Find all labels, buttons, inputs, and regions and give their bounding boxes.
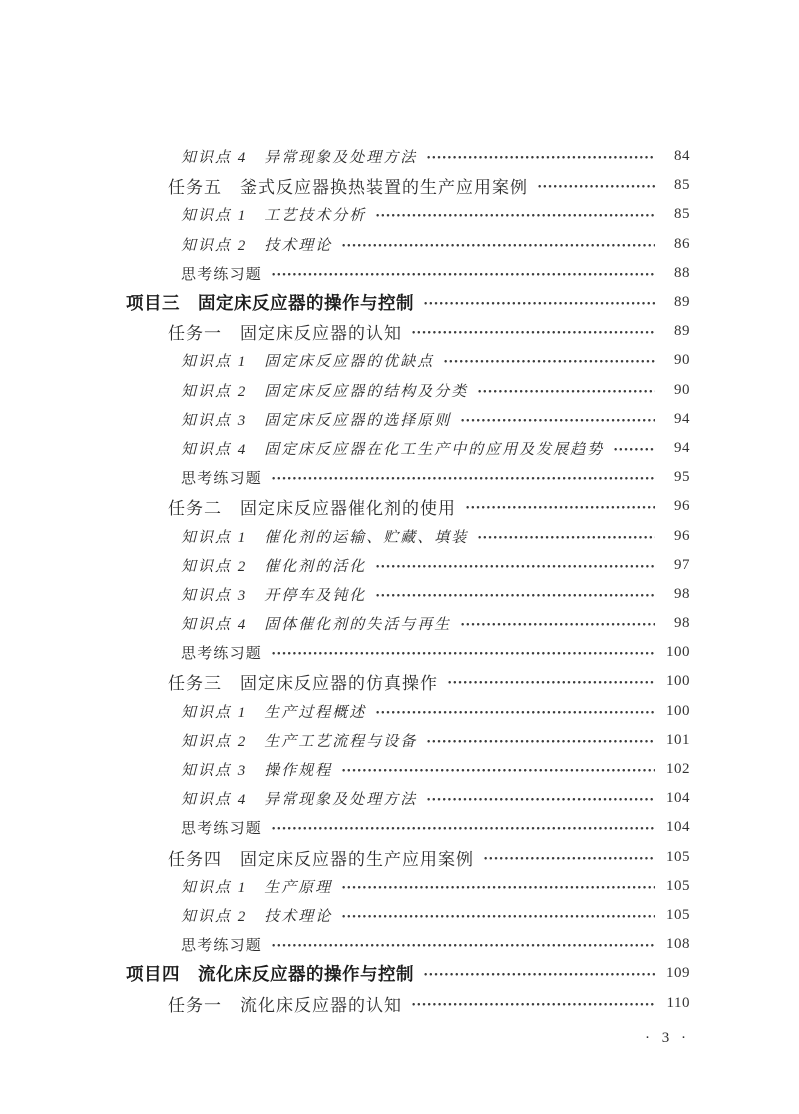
toc-entry [181, 200, 690, 229]
toc-entry [181, 784, 690, 813]
dot-leader [272, 273, 655, 276]
dot-leader [427, 740, 655, 743]
dot-leader [376, 565, 655, 568]
toc-entry-page: 89 [674, 323, 690, 340]
toc-entry-page: 94 [674, 439, 690, 456]
toc-entry-text: 思考练习题 [181, 938, 263, 955]
dot-leader [427, 798, 655, 801]
toc-entry [181, 609, 690, 638]
toc-entry [181, 259, 690, 288]
toc-entry [181, 521, 690, 550]
dot-leader [466, 506, 655, 509]
toc-entry [126, 288, 690, 317]
toc-entry-text: 知识点 3 操作规程 [181, 763, 333, 780]
toc-entry-text: 知识点 3 固定床反应器的选择原则 [181, 412, 452, 429]
toc-entry-text: 知识点 3 开停车及钝化 [181, 587, 367, 604]
toc-entry [181, 930, 690, 959]
toc-entry [181, 142, 690, 171]
toc-entry-text: 知识点 4 固体催化剂的失活与再生 [181, 617, 452, 634]
dot-leader [412, 331, 655, 334]
toc-entry-text: 知识点 1 生产原理 [181, 879, 333, 896]
toc-entry-page: 102 [666, 761, 690, 778]
toc-entry-page: 105 [666, 906, 690, 923]
toc-entry [181, 638, 690, 667]
toc-entry-text: 知识点 4 固定床反应器在化工生产中的应用及发展趋势 [181, 441, 605, 458]
toc-entry-page: 90 [674, 381, 690, 398]
toc-entry-page: 109 [666, 965, 690, 982]
toc-entry-page: 85 [674, 206, 690, 223]
toc-entry-page: 86 [674, 235, 690, 252]
toc-entry-text: 任务二 固定床反应器催化剂的使用 [168, 499, 456, 519]
toc-entry-page: 98 [674, 615, 690, 632]
dot-leader [448, 681, 655, 684]
toc-entry-page: 101 [666, 731, 690, 748]
toc-entry [168, 843, 690, 872]
dot-leader [376, 594, 655, 597]
toc-entry-page: 105 [666, 848, 690, 865]
toc-entry [181, 376, 690, 405]
toc-entry [168, 317, 690, 346]
toc-entry-text: 知识点 2 催化剂的活化 [181, 558, 367, 575]
toc-entry [168, 171, 690, 200]
toc-entry-page: 108 [666, 936, 690, 953]
dot-leader [444, 360, 655, 363]
toc-entry-page: 96 [674, 498, 690, 515]
dot-leader [342, 769, 655, 772]
dot-leader [461, 419, 655, 422]
toc-entry-text: 知识点 1 固定床反应器的优缺点 [181, 354, 435, 371]
toc-entry-text: 项目三 固定床反应器的操作与控制 [126, 293, 414, 314]
toc-entry [168, 492, 690, 521]
toc-entry [181, 230, 690, 259]
toc-entry-text: 项目四 流化床反应器的操作与控制 [126, 964, 414, 985]
toc-entry [181, 813, 690, 842]
dot-leader [272, 477, 655, 480]
toc-entry-text: 知识点 1 工艺技术分析 [181, 208, 367, 225]
toc-entry [181, 405, 690, 434]
toc-entry-page: 94 [674, 410, 690, 427]
dot-leader [412, 1003, 655, 1006]
toc-entry [181, 901, 690, 930]
toc-entry-page: 104 [666, 790, 690, 807]
dot-leader [424, 973, 655, 976]
dot-leader [342, 244, 655, 247]
toc-entry-page: 96 [674, 527, 690, 544]
dot-leader [484, 857, 655, 860]
toc-entry-text: 任务三 固定床反应器的仿真操作 [168, 674, 438, 694]
dot-leader [342, 886, 655, 889]
toc-entry-page: 100 [666, 673, 690, 690]
toc-entry-text: 思考练习题 [181, 821, 263, 838]
toc-entry-text: 思考练习题 [181, 646, 263, 663]
dot-leader [342, 915, 655, 918]
toc-entry-page: 100 [666, 702, 690, 719]
toc-entry [168, 667, 690, 696]
dot-leader [478, 390, 655, 393]
toc-entry-text: 任务四 固定床反应器的生产应用案例 [168, 849, 474, 869]
toc-entry [181, 872, 690, 901]
dot-leader [376, 711, 655, 714]
dot-leader [614, 448, 655, 451]
toc-entry [181, 755, 690, 784]
dot-leader [272, 827, 655, 830]
toc-entry-text: 知识点 2 技术理论 [181, 237, 333, 254]
dot-leader [478, 536, 655, 539]
page-number-footer: · 3 · [645, 1030, 690, 1046]
toc-entry-page: 85 [674, 177, 690, 194]
toc-entry-page: 95 [674, 469, 690, 486]
toc-entry-page: 105 [666, 877, 690, 894]
toc-entry [181, 697, 690, 726]
toc-entry-text: 任务一 流化床反应器的认知 [168, 995, 402, 1015]
toc-entry [126, 959, 690, 988]
dot-leader [272, 652, 655, 655]
dot-leader [272, 944, 655, 947]
dot-leader [376, 214, 655, 217]
toc-entry-page: 90 [674, 352, 690, 369]
dot-leader [424, 302, 655, 305]
toc-entry [181, 580, 690, 609]
toc-list [126, 142, 690, 1018]
toc-entry-page: 97 [674, 556, 690, 573]
toc-entry [181, 726, 690, 755]
toc-entry-text: 知识点 4 异常现象及处理方法 [181, 150, 418, 167]
toc-entry-page: 88 [674, 264, 690, 281]
toc-entry-page: 84 [674, 148, 690, 165]
toc-entry-page: 89 [674, 294, 690, 311]
toc-entry-page: 98 [674, 585, 690, 602]
toc-entry-text: 任务五 釜式反应器换热装置的生产应用案例 [168, 178, 528, 198]
dot-leader [461, 623, 655, 626]
toc-entry-text: 知识点 2 固定床反应器的结构及分类 [181, 383, 469, 400]
toc-entry [168, 988, 690, 1017]
toc-entry [181, 434, 690, 463]
toc-entry-page: 110 [666, 994, 690, 1011]
toc-entry [181, 346, 690, 375]
toc-entry-page: 104 [666, 819, 690, 836]
dot-leader [538, 185, 655, 188]
toc-entry-text: 知识点 1 生产过程概述 [181, 704, 367, 721]
toc-entry [181, 463, 690, 492]
toc-entry [181, 551, 690, 580]
toc-entry-text: 知识点 2 技术理论 [181, 908, 333, 925]
toc-entry-page: 100 [666, 644, 690, 661]
toc-entry-text: 知识点 1 催化剂的运输、贮藏、填装 [181, 529, 469, 546]
toc-entry-text: 知识点 4 异常现象及处理方法 [181, 792, 418, 809]
dot-leader [427, 156, 655, 159]
toc-entry-text: 任务一 固定床反应器的认知 [168, 324, 402, 344]
toc-entry-text: 知识点 2 生产工艺流程与设备 [181, 733, 418, 750]
toc-entry-text: 思考练习题 [181, 471, 263, 488]
toc-entry-text: 思考练习题 [181, 266, 263, 283]
